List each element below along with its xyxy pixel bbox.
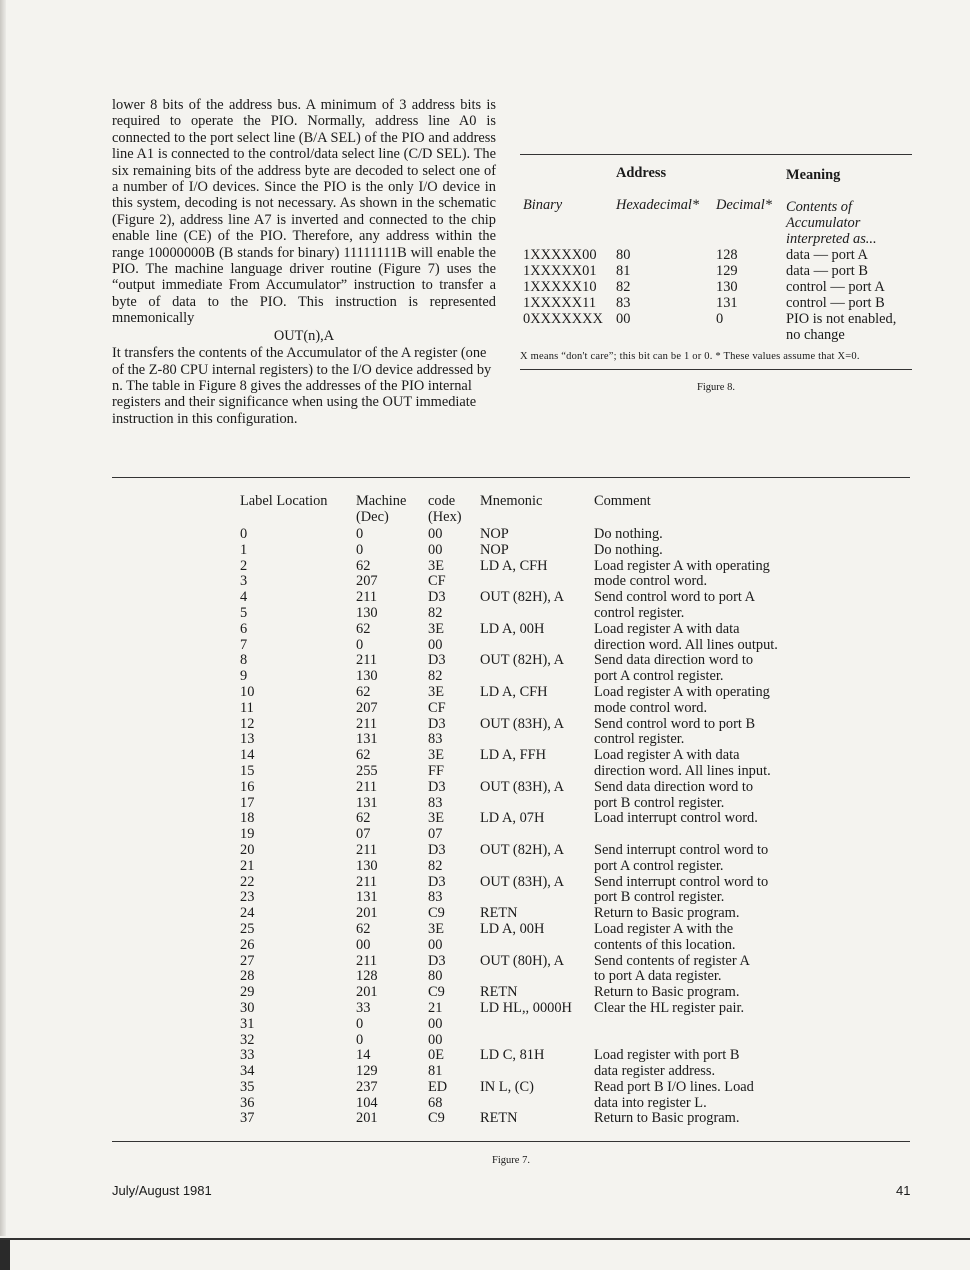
label-location-cell: 36	[240, 1094, 255, 1111]
label-location-cell: 13	[240, 731, 255, 748]
code-hex-cell: D3	[428, 715, 446, 732]
label-location-cell: 23	[240, 889, 255, 906]
listing-row	[240, 827, 820, 843]
machine-dec-cell: 211	[356, 715, 378, 732]
comment-cell: Load register with port B	[594, 1047, 740, 1064]
code-hex-cell: CF	[428, 573, 446, 590]
listing-row	[240, 954, 820, 970]
code-hex-cell: C9	[428, 905, 445, 922]
label-location-cell: 21	[240, 857, 255, 874]
mnemonic-cell: OUT (82H), A	[480, 652, 565, 669]
mnemonic-cell: RETN	[480, 1110, 518, 1127]
label-location-cell: 32	[240, 1031, 255, 1048]
figure-7-top-rule	[112, 477, 910, 478]
machine-dec-cell: 131	[356, 889, 378, 906]
listing-row	[240, 606, 820, 622]
machine-dec-cell: 62	[356, 810, 371, 827]
listing-row	[240, 890, 820, 906]
label-location-cell: 27	[240, 952, 255, 969]
issue-date: July/August 1981	[112, 1183, 212, 1198]
mnemonic-cell: LD A, 07H	[480, 810, 545, 827]
row-binary: 1XXXXX00	[523, 247, 597, 263]
label-location-cell: 19	[240, 826, 255, 843]
listing-row	[240, 1111, 820, 1127]
header-comment: Comment	[594, 493, 651, 509]
figure-8-note: X means “don't care”; this bit can be 1 or 0. * These values assume that X=0.	[520, 351, 860, 362]
figure-8	[520, 154, 912, 393]
listing-row	[240, 748, 820, 764]
label-location-cell: 28	[240, 968, 255, 985]
listing-row	[240, 717, 820, 733]
listing-row	[240, 638, 820, 654]
listing-row	[240, 875, 820, 891]
row-hex: 83	[616, 295, 631, 311]
code-hex-cell: 00	[428, 1015, 443, 1032]
comment-cell: to port A data register.	[594, 968, 722, 985]
label-location-cell: 9	[240, 668, 248, 685]
mnemonic-cell: LD A, 00H	[480, 620, 545, 637]
label-location-cell: 7	[240, 636, 248, 653]
machine-dec-cell: 130	[356, 857, 378, 874]
machine-dec-cell: 201	[356, 905, 378, 922]
label-location-cell: 11	[240, 699, 254, 716]
figure-7-caption: Figure 7.	[492, 1155, 530, 1166]
row-meaning: control — port B	[786, 295, 885, 311]
listing-row	[240, 559, 820, 575]
machine-dec-cell: 211	[356, 841, 378, 858]
machine-dec-cell: 211	[356, 952, 378, 969]
machine-dec-cell: 0	[356, 541, 364, 558]
row-binary: 1XXXXX11	[523, 295, 597, 311]
listing-row	[240, 780, 820, 796]
row-binary: 0XXXXXXX	[523, 311, 603, 327]
machine-dec-cell: 14	[356, 1047, 371, 1064]
code-hex-cell: 80	[428, 968, 443, 985]
row-binary: 1XXXXX10	[523, 279, 597, 295]
label-location-cell: 15	[240, 762, 255, 779]
listing-row	[240, 859, 820, 875]
mnemonic-cell: LD HL,, 0000H	[480, 999, 572, 1016]
code-hex-cell: 83	[428, 794, 443, 811]
machine-dec-cell: 211	[356, 778, 378, 795]
address-table	[520, 155, 912, 343]
page-corner-tab	[0, 1240, 10, 1270]
code-hex-cell: 21	[428, 999, 443, 1016]
code-hex-cell: 82	[428, 668, 443, 685]
machine-dec-cell: 255	[356, 762, 378, 779]
page-binding-edge	[0, 0, 6, 1270]
machine-dec-cell: 211	[356, 873, 378, 890]
machine-dec-cell: 62	[356, 683, 371, 700]
machine-dec-cell: 237	[356, 1078, 378, 1095]
label-location-cell: 0	[240, 526, 248, 542]
listing-row	[240, 590, 820, 606]
machine-dec-cell: 207	[356, 699, 378, 716]
label-location-cell: 16	[240, 778, 255, 795]
listing-row	[240, 622, 820, 638]
header-code: code	[428, 493, 456, 509]
machine-dec-cell: 00	[356, 936, 371, 953]
machine-dec-cell: 131	[356, 794, 378, 811]
figure-8-bottom-rule	[520, 369, 912, 370]
machine-dec-cell: 130	[356, 604, 378, 621]
page-number: 41	[896, 1183, 911, 1198]
code-hex-cell: CF	[428, 699, 446, 716]
listing-row	[240, 1064, 820, 1080]
listing-header	[240, 494, 820, 527]
listing-row	[240, 685, 820, 701]
listing-row	[240, 1048, 820, 1064]
comment-cell: Send control word to port A	[594, 589, 756, 606]
listing-row	[240, 701, 820, 717]
row-meaning: control — port A	[786, 279, 885, 295]
machine-dec-cell: 207	[356, 573, 378, 590]
machine-dec-cell: 211	[356, 652, 378, 669]
listing-row	[240, 985, 820, 1001]
label-location-cell: 17	[240, 794, 255, 811]
row-meaning: data — port B	[786, 263, 868, 279]
code-hex-cell: D3	[428, 841, 446, 858]
code-hex-cell: D3	[428, 952, 446, 969]
comment-cell: mode control word.	[594, 573, 708, 590]
label-location-cell: 31	[240, 1015, 255, 1032]
figure-8-caption: Figure 8.	[697, 382, 735, 393]
body-paragraph-1: lower 8 bits of the address bus. A minimum of 3 address bits is required to operate the PIO. Normally, address line A0 is connected to the port select line (B/A SEL) of the PIO and address line A1 is connected to the control/data select line (C/D SEL). The six remaining bits of the address byte are decoded to select one of a number of I/O devices. Since the PIO is the only I/O device in this system, decoding is not necessary. As shown in the schematic (Figure 2), address line A7 is inverted and connected to the chip enable line (CE) of the PIO. Therefore, any address within the range 10000000B (B stands for binary) 11111111B will enable the PIO. The machine language driver routine (Figure 7) uses the “output immediate From Accumulator” instruction to transfer a byte of data to the PIO. This instruction is represented mnemonically	[112, 97, 496, 327]
comment-cell: Send contents of register A	[594, 952, 750, 969]
code-hex-cell: 3E	[428, 557, 444, 574]
mnemonic-cell: RETN	[480, 905, 518, 922]
header-mnemonic: Mnemonic	[480, 493, 543, 509]
label-location-cell: 4	[240, 589, 248, 606]
mnemonic-cell: LD A, FFH	[480, 747, 546, 764]
machine-dec-cell: 62	[356, 557, 371, 574]
mnemonic-cell: OUT (83H), A	[480, 715, 565, 732]
row-dec: 0	[716, 311, 724, 327]
listing-row	[240, 843, 820, 859]
label-location-cell: 2	[240, 557, 248, 574]
machine-dec-cell: 131	[356, 731, 378, 748]
code-hex-cell: 81	[428, 1063, 443, 1080]
label-location-cell: 25	[240, 920, 255, 937]
code-hex-cell: 68	[428, 1094, 443, 1111]
header-dec: (Dec)	[356, 509, 389, 525]
code-hex-cell: 00	[428, 1031, 443, 1048]
comment-cell: Send interrupt control word to	[594, 841, 769, 858]
listing-row	[240, 811, 820, 827]
machine-dec-cell: 130	[356, 668, 378, 685]
mnemonic-cell: NOP	[480, 541, 509, 558]
machine-dec-cell: 211	[356, 589, 378, 606]
row-hex: 82	[616, 279, 631, 295]
listing-row	[240, 527, 820, 543]
row-hex: 81	[616, 263, 631, 279]
col-meaning-header-2: Accumulator	[786, 215, 861, 231]
label-location-cell: 12	[240, 715, 255, 732]
mnemonic-cell: OUT (82H), A	[480, 589, 565, 606]
label-location-cell: 35	[240, 1078, 255, 1095]
comment-cell: data into register L.	[594, 1094, 707, 1111]
label-location-cell: 30	[240, 999, 255, 1016]
row-dec: 129	[716, 263, 738, 279]
col-meaning-header-1: Contents of	[786, 199, 852, 215]
machine-dec-cell: 62	[356, 920, 371, 937]
comment-cell: Load register A with data	[594, 620, 740, 637]
label-location-cell: 10	[240, 683, 255, 700]
col-hex-header: Hexadecimal*	[616, 197, 700, 213]
machine-dec-cell: 201	[356, 1110, 378, 1127]
header-machine: Machine	[356, 493, 407, 509]
mnemonic-cell: OUT (83H), A	[480, 778, 565, 795]
comment-cell: Return to Basic program.	[594, 984, 740, 1001]
comment-cell: Load interrupt control word.	[594, 810, 758, 827]
machine-dec-cell: 07	[356, 826, 371, 843]
header-label-location: Label Location	[240, 493, 328, 509]
code-hex-cell: 0E	[428, 1047, 444, 1064]
comment-cell: Do nothing.	[594, 526, 663, 542]
machine-dec-cell: 33	[356, 999, 371, 1016]
machine-dec-cell: 0	[356, 1031, 364, 1048]
code-hex-cell: 00	[428, 541, 443, 558]
listing-rows	[240, 527, 820, 1127]
listing-row	[240, 732, 820, 748]
row-meaning-continued: no change	[786, 327, 845, 343]
listing-row	[240, 969, 820, 985]
machine-dec-cell: 128	[356, 968, 378, 985]
label-location-cell: 22	[240, 873, 255, 890]
code-hex-cell: 3E	[428, 920, 444, 937]
comment-cell: port A control register.	[594, 668, 724, 685]
row-meaning: PIO is not enabled,	[786, 311, 897, 327]
listing-row	[240, 543, 820, 559]
code-hex-cell: 83	[428, 889, 443, 906]
meaning-header: Meaning	[786, 167, 841, 183]
row-dec: 130	[716, 279, 738, 295]
label-location-cell: 8	[240, 652, 248, 669]
code-hex-cell: 3E	[428, 747, 444, 764]
code-hex-cell: D3	[428, 589, 446, 606]
listing-row	[240, 1080, 820, 1096]
figure-7-bottom-rule	[112, 1141, 910, 1142]
machine-dec-cell: 0	[356, 636, 364, 653]
comment-cell: Load register A with operating	[594, 557, 770, 574]
comment-cell: Load register A with data	[594, 747, 740, 764]
machine-dec-cell: 62	[356, 620, 371, 637]
machine-dec-cell: 62	[356, 747, 371, 764]
label-location-cell: 3	[240, 573, 248, 590]
comment-cell: Clear the HL register pair.	[594, 999, 745, 1016]
comment-cell: Send interrupt control word to	[594, 873, 769, 890]
label-location-cell: 20	[240, 841, 255, 858]
mnemonic-cell: LD A, CFH	[480, 683, 548, 700]
mnemonic-cell: IN L, (C)	[480, 1078, 534, 1095]
body-text-column	[112, 97, 496, 427]
comment-cell: Do nothing.	[594, 541, 663, 558]
label-location-cell: 33	[240, 1047, 255, 1064]
comment-cell: Return to Basic program.	[594, 1110, 740, 1127]
header-hex: (Hex)	[428, 509, 462, 525]
machine-dec-cell: 104	[356, 1094, 378, 1111]
listing-row	[240, 1017, 820, 1033]
code-hex-cell: C9	[428, 1110, 445, 1127]
listing-row	[240, 1033, 820, 1049]
listing-row	[240, 922, 820, 938]
mnemonic-cell: LD C, 81H	[480, 1047, 545, 1064]
machine-dec-cell: 201	[356, 984, 378, 1001]
code-hex-cell: 00	[428, 636, 443, 653]
row-hex: 00	[616, 311, 631, 327]
listing-row	[240, 1001, 820, 1017]
col-dec-header: Decimal*	[716, 197, 772, 213]
label-location-cell: 37	[240, 1110, 255, 1127]
code-hex-cell: 3E	[428, 683, 444, 700]
machine-dec-cell: 0	[356, 526, 364, 542]
comment-cell: direction word. All lines input.	[594, 762, 771, 779]
comment-cell: Send data direction word to	[594, 652, 754, 669]
comment-cell: Send control word to port B	[594, 715, 756, 732]
code-hex-cell: 3E	[428, 620, 444, 637]
mnemonic-cell: OUT (80H), A	[480, 952, 565, 969]
comment-cell: Read port B I/O lines. Load	[594, 1078, 754, 1095]
code-hex-cell: 82	[428, 857, 443, 874]
code-hex-cell: 07	[428, 826, 443, 843]
mnemonic-cell: LD A, CFH	[480, 557, 548, 574]
col-meaning-header-3: interpreted as...	[786, 231, 877, 247]
comment-cell: Send data direction word to	[594, 778, 754, 795]
comment-cell: mode control word.	[594, 699, 708, 716]
mnemonic-cell: OUT (83H), A	[480, 873, 565, 890]
listing-row	[240, 574, 820, 590]
instruction-formula: OUT(n),A	[273, 327, 335, 344]
listing-row	[240, 796, 820, 812]
row-binary: 1XXXXX01	[523, 263, 597, 279]
comment-cell: port B control register.	[594, 889, 725, 906]
code-hex-cell: ED	[428, 1078, 448, 1095]
label-location-cell: 26	[240, 936, 255, 953]
listing-row	[240, 938, 820, 954]
page-bottom-line	[0, 1238, 970, 1240]
listing-row	[240, 764, 820, 780]
label-location-cell: 14	[240, 747, 255, 764]
comment-cell: data register address.	[594, 1063, 716, 1080]
label-location-cell: 1	[240, 541, 248, 558]
listing-row	[240, 653, 820, 669]
row-meaning: data — port A	[786, 247, 868, 263]
code-hex-cell: 00	[428, 526, 443, 542]
row-dec: 131	[716, 295, 738, 311]
code-hex-cell: D3	[428, 873, 446, 890]
code-hex-cell: 3E	[428, 810, 444, 827]
comment-cell: control register.	[594, 604, 685, 621]
row-dec: 128	[716, 247, 738, 263]
figure-7-program-listing	[240, 494, 820, 1127]
code-hex-cell: 82	[428, 604, 443, 621]
col-binary-header: Binary	[523, 197, 563, 213]
label-location-cell: 29	[240, 984, 255, 1001]
comment-cell: Load register A with operating	[594, 683, 770, 700]
code-hex-cell: D3	[428, 652, 446, 669]
row-hex: 80	[616, 247, 631, 263]
machine-dec-cell: 0	[356, 1015, 364, 1032]
comment-cell: port B control register.	[594, 794, 725, 811]
comment-cell: port A control register.	[594, 857, 724, 874]
comment-cell: direction word. All lines output.	[594, 636, 778, 653]
comment-cell: Load register A with the	[594, 920, 734, 937]
address-header: Address	[616, 165, 667, 181]
listing-row	[240, 906, 820, 922]
page-bottom-edge	[0, 1236, 970, 1270]
comment-cell: contents of this location.	[594, 936, 736, 953]
listing-row	[240, 1096, 820, 1112]
label-location-cell: 24	[240, 905, 255, 922]
code-hex-cell: C9	[428, 984, 445, 1001]
label-location-cell: 18	[240, 810, 255, 827]
machine-dec-cell: 129	[356, 1063, 378, 1080]
code-hex-cell: 00	[428, 936, 443, 953]
comment-cell: Return to Basic program.	[594, 905, 740, 922]
code-hex-cell: 83	[428, 731, 443, 748]
label-location-cell: 34	[240, 1063, 255, 1080]
mnemonic-cell: RETN	[480, 984, 518, 1001]
listing-row	[240, 669, 820, 685]
code-hex-cell: FF	[428, 762, 445, 779]
mnemonic-cell: OUT (82H), A	[480, 841, 565, 858]
body-paragraph-2: It transfers the contents of the Accumulator of the A register (one of the Z-80 CPU internal registers) to the I/O device addressed by n. The table in Figure 8 gives the addresses of the PIO internal registers and their significance when using the OUT immediate instruction in this configuration.	[112, 345, 492, 427]
label-location-cell: 5	[240, 604, 248, 621]
mnemonic-cell: NOP	[480, 526, 509, 542]
label-location-cell: 6	[240, 620, 248, 637]
code-hex-cell: D3	[428, 778, 446, 795]
comment-cell: control register.	[594, 731, 685, 748]
mnemonic-cell: LD A, 00H	[480, 920, 545, 937]
